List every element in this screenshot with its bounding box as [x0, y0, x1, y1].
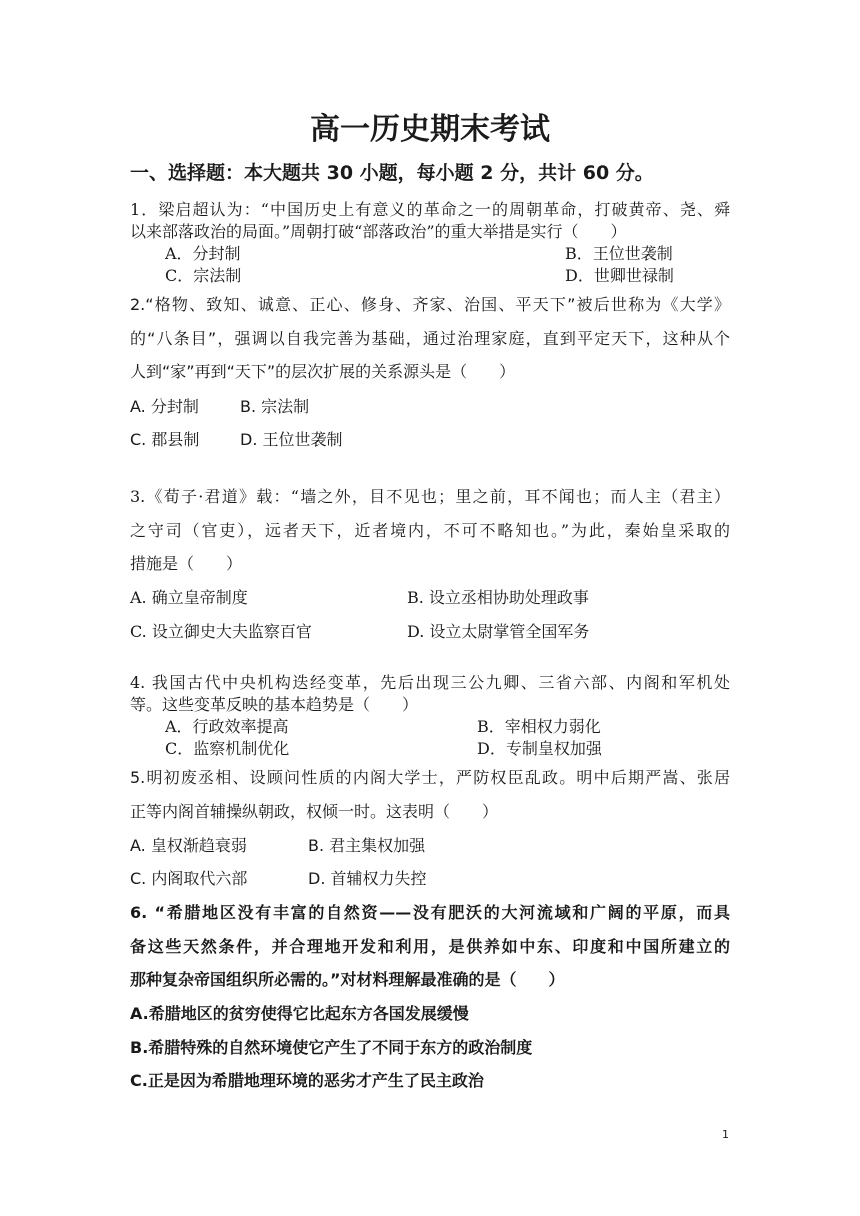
q5-option-a: A. 皇权渐趋衰弱 — [130, 836, 247, 855]
q5-option-c: C. 内阁取代六部 — [130, 869, 248, 888]
q2-option-c: C. 郡县制 — [130, 430, 200, 449]
q5-stem-line-2: 正等内阁首辅操纵朝政，权倾一时。这表明（ ） — [130, 802, 499, 821]
q6-option-c: C.正是因为希腊地理环境的恶劣才产生了民主政治 — [130, 1071, 484, 1090]
q5-option-d: D. 首辅权力失控 — [308, 869, 427, 888]
q3-option-a: A. 确立皇帝制度 — [130, 588, 248, 607]
page-title: 高一历史期末考试 — [310, 112, 550, 147]
q6-stem-line-2: 备这些天然条件，并合理地开发和利用，是供养如中东、印度和中国所建立的 — [130, 937, 730, 956]
q6-stem-line-1: 6. “希腊地区没有丰富的自然资——没有肥沃的大河流域和广阔的平原，而具 — [130, 903, 730, 922]
q2-option-d: D. 王位世袭制 — [240, 430, 343, 449]
q1-option-b: B．王位世袭制 — [565, 244, 673, 263]
q1-stem-line-2: 以来部落政治的局面。”周朝打破“部落政治”的重大举措是实行（ ） — [130, 222, 627, 241]
q3-option-c: C. 设立御史大夫监察百官 — [130, 622, 312, 641]
q3-stem-line-2: 之守司（官吏），远者天下，近者境内，不可不略知也。”为此，秦始皇采取的 — [130, 521, 730, 540]
q2-stem-line-3: 人到“家”再到“天下”的层次扩展的关系源头是（ ） — [130, 362, 516, 381]
q1-stem-line-1: 1．梁启超认为：“中国历史上有意义的革命之一的周朝革命，打破黄帝、尧、舜 — [130, 200, 730, 219]
q2-stem-line-2: 的“八条目”，强调以自我完善为基础，通过治理家庭，直到平定天下，这种从个 — [130, 329, 730, 348]
q1-option-a: A．分封制 — [165, 244, 241, 263]
q6-stem-line-3: 那种复杂帝国组织所必需的。”对材料理解最准确的是（ ） — [130, 970, 565, 989]
q4-option-c: C．监察机制优化 — [165, 739, 290, 758]
q3-option-d: D. 设立太尉掌管全国军务 — [407, 622, 590, 641]
q1-option-c: C．宗法制 — [165, 266, 242, 285]
q2-stem-line-1: 2.“格物、致知、诚意、正心、修身、齐家、治国、平天下”被后世称为《大学》 — [130, 295, 730, 314]
q2-option-a: A. 分封制 — [130, 397, 199, 416]
q2-option-b: B. 宗法制 — [240, 397, 310, 416]
q5-stem-line-1: 5.明初废丞相、设顾问性质的内阁大学士，严防权臣乱政。明中后期严嵩、张居 — [130, 768, 730, 787]
section-heading: 一、选择题：本大题共 30 小题，每小题 2 分，共计 60 分。 — [130, 162, 654, 184]
page-number: 1 — [722, 1128, 729, 1141]
q1-option-d: D．世卿世禄制 — [565, 266, 674, 285]
q4-option-a: A．行政效率提高 — [165, 717, 289, 736]
q5-option-b: B. 君主集权加强 — [308, 836, 426, 855]
q6-option-a: A.希腊地区的贫穷使得它比起东方各国发展缓慢 — [130, 1004, 469, 1023]
q4-stem-line-2: 等。这些变革反映的基本趋势是（ ） — [130, 695, 419, 714]
q3-stem-line-1: 3.《荀子·君道》载：“墙之外，目不见也；里之前，耳不闻也；而人主（君主） — [130, 487, 730, 506]
q4-option-d: D．专制皇权加强 — [477, 739, 602, 758]
q4-stem-line-1: 4. 我国古代中央机构迭经变革，先后出现三公九卿、三省六部、内阁和军机处 — [130, 673, 730, 692]
q4-option-b: B．宰相权力弱化 — [477, 717, 601, 736]
q3-option-b: B. 设立丞相协助处理政事 — [407, 588, 589, 607]
q3-stem-line-3: 措施是（ ） — [130, 554, 243, 573]
q6-option-b: B.希腊特殊的自然环境使它产生了不同于东方的政治制度 — [130, 1038, 533, 1057]
